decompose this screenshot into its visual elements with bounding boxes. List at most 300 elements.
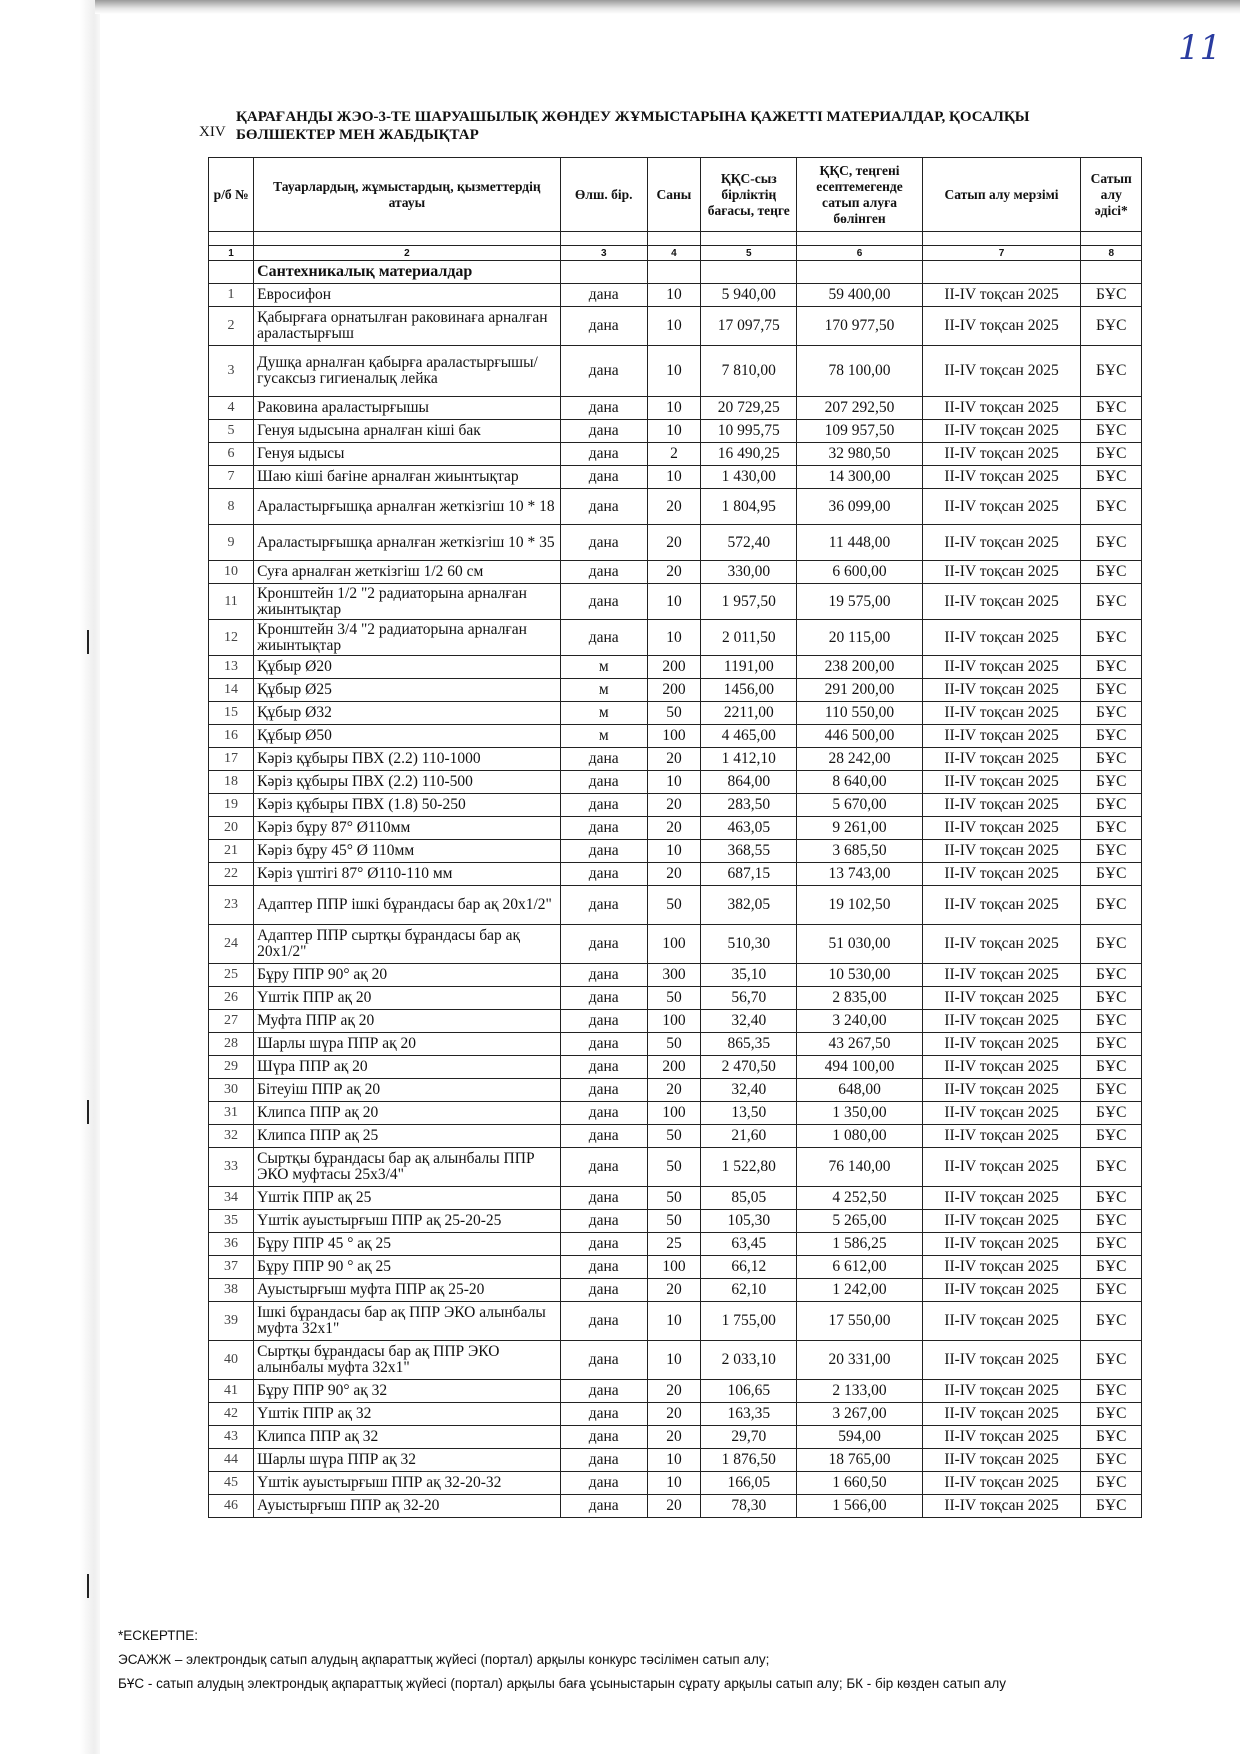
purchase-method: БҰС bbox=[1081, 1148, 1142, 1187]
column-number-row bbox=[209, 246, 1142, 261]
unit: дана bbox=[560, 307, 647, 346]
table-row bbox=[209, 679, 1142, 702]
binder-hole-mark bbox=[87, 1574, 89, 1598]
purchase-method: БҰС bbox=[1081, 1056, 1142, 1079]
row-number: 21 bbox=[209, 840, 254, 863]
purchase-term: II-IV тоқсан 2025 bbox=[922, 489, 1081, 525]
purchase-term: II-IV тоқсан 2025 bbox=[922, 397, 1081, 420]
unit-price: 330,00 bbox=[701, 561, 797, 584]
purchase-method: БҰС bbox=[1081, 1495, 1142, 1518]
quantity: 10 bbox=[647, 771, 700, 794]
total-sum: 8 640,00 bbox=[797, 771, 922, 794]
total-sum: 648,00 bbox=[797, 1079, 922, 1102]
unit-price: 1 755,00 bbox=[701, 1302, 797, 1341]
purchase-method: БҰС bbox=[1081, 748, 1142, 771]
purchase-term: II-IV тоқсан 2025 bbox=[922, 1056, 1081, 1079]
document-title bbox=[236, 108, 1136, 144]
purchase-method: БҰС bbox=[1081, 1256, 1142, 1279]
title-line-2: БӨЛШЕКТЕР МЕН ЖАБДЫҚТАР bbox=[236, 127, 479, 143]
total-sum: 1 350,00 bbox=[797, 1102, 922, 1125]
quantity: 50 bbox=[647, 1148, 700, 1187]
total-sum: 594,00 bbox=[797, 1426, 922, 1449]
item-name: Қабырғаға орнатылған раковинаға арналған араластырғыш bbox=[254, 307, 561, 346]
quantity: 10 bbox=[647, 584, 700, 620]
table-row bbox=[209, 1033, 1142, 1056]
total-sum: 3 267,00 bbox=[797, 1403, 922, 1426]
row-number: 9 bbox=[209, 525, 254, 561]
purchase-term: II-IV тоқсан 2025 bbox=[922, 1380, 1081, 1403]
unit: дана bbox=[560, 1449, 647, 1472]
total-sum: 18 765,00 bbox=[797, 1449, 922, 1472]
purchase-method: БҰС bbox=[1081, 840, 1142, 863]
total-sum: 1 242,00 bbox=[797, 1279, 922, 1302]
table-row bbox=[209, 489, 1142, 525]
row-number: 31 bbox=[209, 1102, 254, 1125]
header-spacer-row bbox=[209, 232, 1142, 246]
row-number: 39 bbox=[209, 1302, 254, 1341]
row-number: 1 bbox=[209, 284, 254, 307]
item-name: Араластырғышқа арналған жеткізгіш 10 * 35 bbox=[254, 525, 561, 561]
unit: дана bbox=[560, 1079, 647, 1102]
item-name: Үштік ауыстырғыш ППР ақ 25-20-25 bbox=[254, 1210, 561, 1233]
purchase-term: II-IV тоқсан 2025 bbox=[922, 1079, 1081, 1102]
column-number: 1 bbox=[209, 246, 254, 261]
unit: м bbox=[560, 725, 647, 748]
item-name: Сыртқы бұрандасы бар ақ алынбалы ППР ЭКО муфтасы 25х3/4" bbox=[254, 1148, 561, 1187]
unit: дана bbox=[560, 1148, 647, 1187]
total-sum: 28 242,00 bbox=[797, 748, 922, 771]
purchase-method: БҰС bbox=[1081, 284, 1142, 307]
total-sum: 291 200,00 bbox=[797, 679, 922, 702]
footnote-line-2: БҰС - сатып алудың электрондық ақпараттық жүйесі (портал) арқылы баға ұсыныстарын сұрату арқылы сатып алу; БК - бір көзден сатып алу bbox=[118, 1676, 1006, 1691]
row-number: 12 bbox=[209, 620, 254, 656]
unit: дана bbox=[560, 1033, 647, 1056]
unit: дана bbox=[560, 1256, 647, 1279]
column-number: 4 bbox=[647, 246, 700, 261]
unit: дана bbox=[560, 794, 647, 817]
unit-price: 463,05 bbox=[701, 817, 797, 840]
row-number: 15 bbox=[209, 702, 254, 725]
total-sum: 2 133,00 bbox=[797, 1380, 922, 1403]
unit: дана bbox=[560, 1426, 647, 1449]
table-row bbox=[209, 1380, 1142, 1403]
item-name: Шаю кіші бағіне арналған жиынтықтар bbox=[254, 466, 561, 489]
footnote bbox=[118, 1624, 1006, 1696]
unit-price: 368,55 bbox=[701, 840, 797, 863]
total-sum: 6 612,00 bbox=[797, 1256, 922, 1279]
purchase-term: II-IV тоқсан 2025 bbox=[922, 840, 1081, 863]
purchase-method: БҰС bbox=[1081, 525, 1142, 561]
table-row bbox=[209, 964, 1142, 987]
purchase-term: II-IV тоқсан 2025 bbox=[922, 987, 1081, 1010]
quantity: 50 bbox=[647, 1187, 700, 1210]
table-row bbox=[209, 771, 1142, 794]
total-sum: 446 500,00 bbox=[797, 725, 922, 748]
item-name: Араластырғышқа арналған жеткізгіш 10 * 18 bbox=[254, 489, 561, 525]
table-row bbox=[209, 1148, 1142, 1187]
table-row bbox=[209, 525, 1142, 561]
unit-price: 63,45 bbox=[701, 1233, 797, 1256]
purchase-method: БҰС bbox=[1081, 1426, 1142, 1449]
row-number: 44 bbox=[209, 1449, 254, 1472]
purchase-method: БҰС bbox=[1081, 771, 1142, 794]
row-number: 14 bbox=[209, 679, 254, 702]
section-row bbox=[209, 261, 1142, 284]
purchase-method: БҰС bbox=[1081, 397, 1142, 420]
table-row bbox=[209, 397, 1142, 420]
section-label: Сантехникалық материалдар bbox=[254, 261, 561, 284]
purchase-term: II-IV тоқсан 2025 bbox=[922, 1256, 1081, 1279]
quantity: 20 bbox=[647, 1403, 700, 1426]
unit: дана bbox=[560, 466, 647, 489]
quantity: 50 bbox=[647, 1125, 700, 1148]
quantity: 100 bbox=[647, 1102, 700, 1125]
purchase-term: II-IV тоқсан 2025 bbox=[922, 1426, 1081, 1449]
unit-price: 166,05 bbox=[701, 1472, 797, 1495]
item-name: Үштік ППР ақ 32 bbox=[254, 1403, 561, 1426]
item-name: Клипса ППР ақ 32 bbox=[254, 1426, 561, 1449]
unit: дана bbox=[560, 584, 647, 620]
purchase-term: II-IV тоқсан 2025 bbox=[922, 886, 1081, 925]
quantity: 100 bbox=[647, 1010, 700, 1033]
purchase-term: II-IV тоқсан 2025 bbox=[922, 1033, 1081, 1056]
column-number: 8 bbox=[1081, 246, 1142, 261]
row-number: 13 bbox=[209, 656, 254, 679]
quantity: 20 bbox=[647, 1079, 700, 1102]
header-name: Тауарлардың, жұмыстардың, қызметтердің атауы bbox=[254, 158, 561, 232]
column-number: 5 bbox=[701, 246, 797, 261]
item-name: Шарлы шүра ППР ақ 20 bbox=[254, 1033, 561, 1056]
unit: дана bbox=[560, 346, 647, 397]
item-name: Кәріз үштігі 87° Ø110-110 мм bbox=[254, 863, 561, 886]
purchase-term: II-IV тоқсан 2025 bbox=[922, 925, 1081, 964]
table-row bbox=[209, 1187, 1142, 1210]
item-name: Кәріз бұру 87° Ø110мм bbox=[254, 817, 561, 840]
table-row bbox=[209, 1210, 1142, 1233]
purchase-term: II-IV тоқсан 2025 bbox=[922, 1148, 1081, 1187]
unit: дана bbox=[560, 489, 647, 525]
total-sum: 238 200,00 bbox=[797, 656, 922, 679]
header-term: Сатып алу мерзімі bbox=[922, 158, 1081, 232]
unit: дана bbox=[560, 1341, 647, 1380]
total-sum: 36 099,00 bbox=[797, 489, 922, 525]
section-number: XIV bbox=[199, 124, 226, 140]
quantity: 20 bbox=[647, 1380, 700, 1403]
total-sum: 32 980,50 bbox=[797, 443, 922, 466]
total-sum: 109 957,50 bbox=[797, 420, 922, 443]
item-name: Муфта ППР ақ 20 bbox=[254, 1010, 561, 1033]
unit-price: 1456,00 bbox=[701, 679, 797, 702]
purchase-term: II-IV тоқсан 2025 bbox=[922, 525, 1081, 561]
purchase-term: II-IV тоқсан 2025 bbox=[922, 679, 1081, 702]
unit: дана bbox=[560, 817, 647, 840]
row-number: 17 bbox=[209, 748, 254, 771]
item-name: Кронштейн 1/2 "2 радиаторына арналған жиынтықтар bbox=[254, 584, 561, 620]
row-number: 22 bbox=[209, 863, 254, 886]
table-row bbox=[209, 620, 1142, 656]
unit: дана bbox=[560, 925, 647, 964]
quantity: 20 bbox=[647, 525, 700, 561]
row-number: 20 bbox=[209, 817, 254, 840]
item-name: Кәріз бұру 45° Ø 110мм bbox=[254, 840, 561, 863]
table-row bbox=[209, 346, 1142, 397]
total-sum: 2 835,00 bbox=[797, 987, 922, 1010]
item-name: Бұру ППР 45 ° ақ 25 bbox=[254, 1233, 561, 1256]
table-row bbox=[209, 1102, 1142, 1125]
item-name: Клипса ППР ақ 25 bbox=[254, 1125, 561, 1148]
purchase-term: II-IV тоқсан 2025 bbox=[922, 725, 1081, 748]
row-number: 7 bbox=[209, 466, 254, 489]
table-row bbox=[209, 794, 1142, 817]
quantity: 100 bbox=[647, 1256, 700, 1279]
table-row bbox=[209, 656, 1142, 679]
row-number: 18 bbox=[209, 771, 254, 794]
table-row bbox=[209, 1472, 1142, 1495]
purchase-term: II-IV тоқсан 2025 bbox=[922, 1233, 1081, 1256]
table-row bbox=[209, 987, 1142, 1010]
unit-price: 13,50 bbox=[701, 1102, 797, 1125]
binder-hole-mark bbox=[87, 1100, 89, 1124]
unit: дана bbox=[560, 840, 647, 863]
purchase-term: II-IV тоқсан 2025 bbox=[922, 307, 1081, 346]
row-number: 16 bbox=[209, 725, 254, 748]
item-name: Үштік ППР ақ 25 bbox=[254, 1187, 561, 1210]
purchase-method: БҰС bbox=[1081, 925, 1142, 964]
total-sum: 9 261,00 bbox=[797, 817, 922, 840]
row-number: 37 bbox=[209, 1256, 254, 1279]
total-sum: 20 115,00 bbox=[797, 620, 922, 656]
unit: дана bbox=[560, 771, 647, 794]
purchase-term: II-IV тоқсан 2025 bbox=[922, 656, 1081, 679]
scan-edge-top bbox=[95, 0, 1240, 14]
unit: дана bbox=[560, 1102, 647, 1125]
purchase-method: БҰС bbox=[1081, 1102, 1142, 1125]
total-sum: 110 550,00 bbox=[797, 702, 922, 725]
unit: дана bbox=[560, 1403, 647, 1426]
total-sum: 6 600,00 bbox=[797, 561, 922, 584]
unit-price: 572,40 bbox=[701, 525, 797, 561]
total-sum: 207 292,50 bbox=[797, 397, 922, 420]
header-row bbox=[209, 158, 1142, 232]
table-row bbox=[209, 1449, 1142, 1472]
quantity: 20 bbox=[647, 748, 700, 771]
item-name: Суға арналған жеткізгіш 1/2 60 см bbox=[254, 561, 561, 584]
item-name: Генуя ыдысы bbox=[254, 443, 561, 466]
row-number: 30 bbox=[209, 1079, 254, 1102]
unit-price: 1 430,00 bbox=[701, 466, 797, 489]
unit-price: 382,05 bbox=[701, 886, 797, 925]
purchase-method: БҰС bbox=[1081, 1033, 1142, 1056]
row-number: 40 bbox=[209, 1341, 254, 1380]
row-number: 27 bbox=[209, 1010, 254, 1033]
item-name: Кәріз құбыры ПВХ (2.2) 110-1000 bbox=[254, 748, 561, 771]
quantity: 200 bbox=[647, 1056, 700, 1079]
column-number: 7 bbox=[922, 246, 1081, 261]
table-row bbox=[209, 725, 1142, 748]
total-sum: 19 102,50 bbox=[797, 886, 922, 925]
column-number: 3 bbox=[560, 246, 647, 261]
unit-price: 2 033,10 bbox=[701, 1341, 797, 1380]
unit: дана bbox=[560, 748, 647, 771]
quantity: 10 bbox=[647, 1472, 700, 1495]
unit: дана bbox=[560, 1302, 647, 1341]
item-name: Адаптер ППР сыртқы бұрандасы бар ақ 20х1/2" bbox=[254, 925, 561, 964]
unit-price: 1 522,80 bbox=[701, 1148, 797, 1187]
total-sum: 5 265,00 bbox=[797, 1210, 922, 1233]
table-row bbox=[209, 1010, 1142, 1033]
total-sum: 43 267,50 bbox=[797, 1033, 922, 1056]
binder-hole-mark bbox=[87, 630, 89, 654]
footnote-heading: *ЕСКЕРТПЕ: bbox=[118, 1628, 198, 1643]
unit: дана bbox=[560, 1187, 647, 1210]
purchase-term: II-IV тоқсан 2025 bbox=[922, 794, 1081, 817]
table-row bbox=[209, 1341, 1142, 1380]
purchase-method: БҰС bbox=[1081, 1279, 1142, 1302]
unit-price: 2 470,50 bbox=[701, 1056, 797, 1079]
purchase-method: БҰС bbox=[1081, 1010, 1142, 1033]
quantity: 20 bbox=[647, 561, 700, 584]
unit: дана bbox=[560, 443, 647, 466]
unit-price: 106,65 bbox=[701, 1380, 797, 1403]
unit-price: 10 995,75 bbox=[701, 420, 797, 443]
purchase-method: БҰС bbox=[1081, 1380, 1142, 1403]
total-sum: 14 300,00 bbox=[797, 466, 922, 489]
table-row bbox=[209, 1125, 1142, 1148]
purchase-method: БҰС bbox=[1081, 1079, 1142, 1102]
unit-price: 865,35 bbox=[701, 1033, 797, 1056]
row-number: 2 bbox=[209, 307, 254, 346]
row-number: 19 bbox=[209, 794, 254, 817]
table-row bbox=[209, 1056, 1142, 1079]
purchase-term: II-IV тоқсан 2025 bbox=[922, 817, 1081, 840]
unit-price: 163,35 bbox=[701, 1403, 797, 1426]
purchase-method: БҰС bbox=[1081, 1341, 1142, 1380]
purchase-term: II-IV тоқсан 2025 bbox=[922, 1341, 1081, 1380]
total-sum: 3 685,50 bbox=[797, 840, 922, 863]
quantity: 10 bbox=[647, 620, 700, 656]
unit-price: 78,30 bbox=[701, 1495, 797, 1518]
unit-price: 16 490,25 bbox=[701, 443, 797, 466]
purchase-method: БҰС bbox=[1081, 817, 1142, 840]
unit-price: 1 957,50 bbox=[701, 584, 797, 620]
row-number: 8 bbox=[209, 489, 254, 525]
purchase-method: БҰС bbox=[1081, 1403, 1142, 1426]
purchase-method: БҰС bbox=[1081, 964, 1142, 987]
purchase-method: БҰС bbox=[1081, 1233, 1142, 1256]
purchase-method: БҰС bbox=[1081, 420, 1142, 443]
table-row bbox=[209, 840, 1142, 863]
quantity: 10 bbox=[647, 397, 700, 420]
purchase-method: БҰС bbox=[1081, 1210, 1142, 1233]
row-number: 10 bbox=[209, 561, 254, 584]
purchase-method: БҰС bbox=[1081, 584, 1142, 620]
row-number: 6 bbox=[209, 443, 254, 466]
quantity: 10 bbox=[647, 1302, 700, 1341]
purchase-term: II-IV тоқсан 2025 bbox=[922, 1187, 1081, 1210]
purchase-method: БҰС bbox=[1081, 987, 1142, 1010]
total-sum: 1 080,00 bbox=[797, 1125, 922, 1148]
quantity: 20 bbox=[647, 817, 700, 840]
item-name: Кәріз құбыры ПВХ (1.8) 50-250 bbox=[254, 794, 561, 817]
row-number: 5 bbox=[209, 420, 254, 443]
unit: дана bbox=[560, 397, 647, 420]
unit: дана bbox=[560, 886, 647, 925]
unit-price: 2 011,50 bbox=[701, 620, 797, 656]
purchase-method: БҰС bbox=[1081, 443, 1142, 466]
purchase-term: II-IV тоқсан 2025 bbox=[922, 1302, 1081, 1341]
table-row bbox=[209, 1426, 1142, 1449]
unit-price: 510,30 bbox=[701, 925, 797, 964]
total-sum: 11 448,00 bbox=[797, 525, 922, 561]
table-row bbox=[209, 702, 1142, 725]
unit-price: 1 876,50 bbox=[701, 1449, 797, 1472]
footnote-line-1: ЭСАЖЖ – электрондық сатып алудың ақпараттық жүйесі (портал) арқылы конкурс тәсілімен сатып алу; bbox=[118, 1652, 770, 1667]
unit-price: 5 940,00 bbox=[701, 284, 797, 307]
purchase-term: II-IV тоқсан 2025 bbox=[922, 1495, 1081, 1518]
purchase-method: БҰС bbox=[1081, 489, 1142, 525]
quantity: 100 bbox=[647, 925, 700, 964]
unit: м bbox=[560, 656, 647, 679]
purchase-term: II-IV тоқсан 2025 bbox=[922, 771, 1081, 794]
row-number: 4 bbox=[209, 397, 254, 420]
unit: м bbox=[560, 702, 647, 725]
table-row bbox=[209, 1233, 1142, 1256]
table-row bbox=[209, 443, 1142, 466]
row-number: 3 bbox=[209, 346, 254, 397]
unit-price: 35,10 bbox=[701, 964, 797, 987]
table-row bbox=[209, 1495, 1142, 1518]
quantity: 10 bbox=[647, 346, 700, 397]
unit-price: 17 097,75 bbox=[701, 307, 797, 346]
row-number: 26 bbox=[209, 987, 254, 1010]
purchase-method: БҰС bbox=[1081, 679, 1142, 702]
unit-price: 62,10 bbox=[701, 1279, 797, 1302]
item-name: Ішкі бұрандасы бар ақ ППР ЭКО алынбалы муфта 32х1" bbox=[254, 1302, 561, 1341]
total-sum: 1 566,00 bbox=[797, 1495, 922, 1518]
unit-price: 66,12 bbox=[701, 1256, 797, 1279]
quantity: 10 bbox=[647, 307, 700, 346]
purchase-method: БҰС bbox=[1081, 1125, 1142, 1148]
purchase-method: БҰС bbox=[1081, 725, 1142, 748]
item-name: Сыртқы бұрандасы бар ақ ППР ЭКО алынбалы муфта 32х1" bbox=[254, 1341, 561, 1380]
unit: дана bbox=[560, 1233, 647, 1256]
header-price: ҚҚС-сыз бірліктің бағасы, теңге bbox=[701, 158, 797, 232]
quantity: 50 bbox=[647, 1033, 700, 1056]
unit-price: 32,40 bbox=[701, 1079, 797, 1102]
purchase-term: II-IV тоқсан 2025 bbox=[922, 1472, 1081, 1495]
item-name: Шарлы шүра ППР ақ 32 bbox=[254, 1449, 561, 1472]
quantity: 20 bbox=[647, 863, 700, 886]
row-number: 29 bbox=[209, 1056, 254, 1079]
column-number: 2 bbox=[254, 246, 561, 261]
row-number: 32 bbox=[209, 1125, 254, 1148]
total-sum: 13 743,00 bbox=[797, 863, 922, 886]
unit-price: 687,15 bbox=[701, 863, 797, 886]
quantity: 200 bbox=[647, 679, 700, 702]
item-name: Шүра ППР ақ 20 bbox=[254, 1056, 561, 1079]
item-name: Раковина араластырғышы bbox=[254, 397, 561, 420]
unit-price: 85,05 bbox=[701, 1187, 797, 1210]
purchase-method: БҰС bbox=[1081, 1472, 1142, 1495]
purchase-term: II-IV тоқсан 2025 bbox=[922, 346, 1081, 397]
quantity: 10 bbox=[647, 1449, 700, 1472]
header-no: р/б № bbox=[209, 158, 254, 232]
header-unit: Өлш. бір. bbox=[560, 158, 647, 232]
unit: дана bbox=[560, 1380, 647, 1403]
table-row bbox=[209, 284, 1142, 307]
header-sum: ҚҚС, теңгені есептемегенде сатып алуға бөлінген bbox=[797, 158, 922, 232]
purchase-term: II-IV тоқсан 2025 bbox=[922, 1449, 1081, 1472]
